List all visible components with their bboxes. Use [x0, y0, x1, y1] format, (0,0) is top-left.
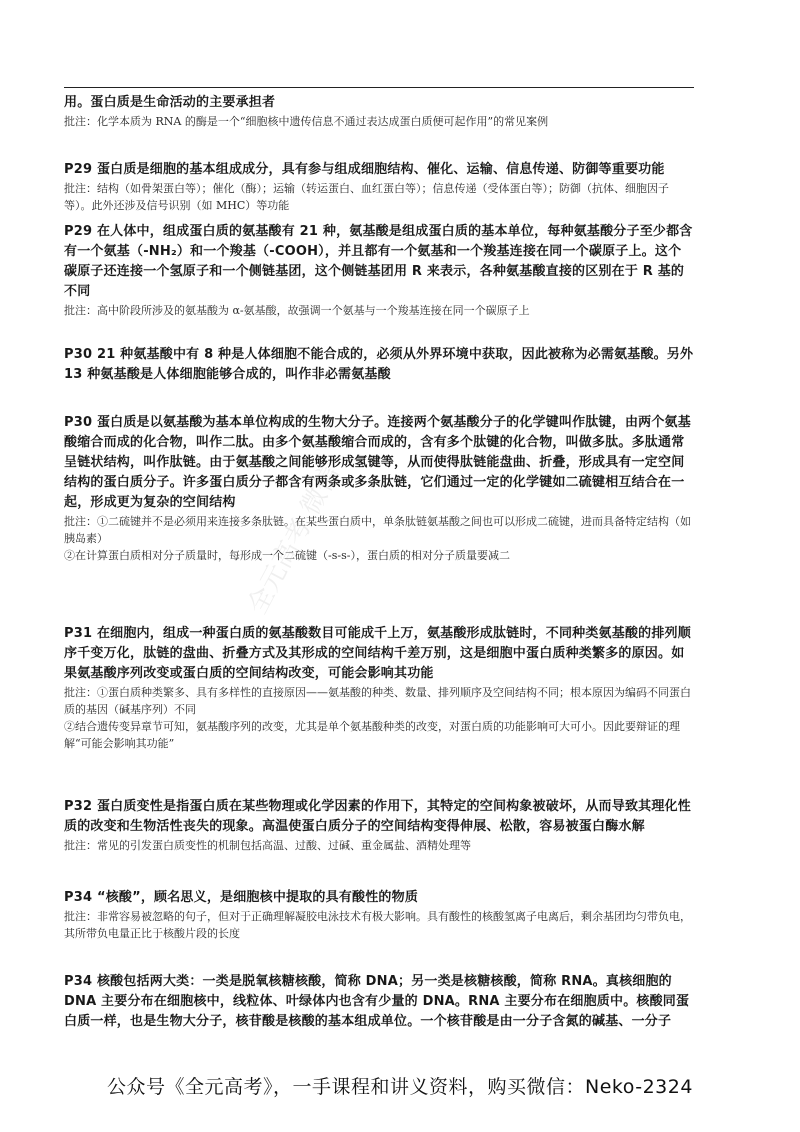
page-footer: 公众号《全元高考》，一手课程和讲义资料，购买微信：Neko-2324 — [107, 1076, 693, 1098]
block-8 — [64, 972, 694, 1032]
block-2 — [64, 222, 694, 319]
block-note: ②在计算蛋白质相对分子质量时，每形成一个二硫键（-s-s-），蛋白质的相对分子质量要减二 — [64, 549, 510, 562]
block-text: P29 蛋白质是细胞的基本组成成分，具有参与组成细胞结构、催化、运输、信息传递、防御等重要功能 — [64, 162, 665, 177]
block-1 — [64, 160, 694, 214]
block-text: P30 蛋白质是以氨基酸为基本单位构成的生物大分子。连接两个氨基酸分子的化学键叫作肽键，由两个氨基酸缩合而成的化合物，叫作二肽。由多个氨基酸缩合而成的，含有多个肽键的化合物，叫做多肽。多肽通常呈链状结构，叫作肽链。由于氨基酸之间能够形成氢键等，从而使得肽链能盘曲、折叠，形成具有一定空间结构的蛋白质分子。许多蛋白质分子都含有两条或多条肽链，它们通过一定的化学键如二硫键相互结合在一起，形成更为复杂的空间结构 — [64, 415, 691, 510]
block-note: 批注：化学本质为 RNA 的酶是一个“细胞核中遗传信息不通过表达成蛋白质便可起作用”的常见案例 — [64, 115, 549, 128]
block-4 — [64, 413, 694, 564]
block-7 — [64, 888, 694, 942]
block-3 — [64, 345, 694, 385]
block-0 — [64, 93, 694, 130]
header-rule — [64, 87, 694, 88]
watermark: 全元高考 微信 — [242, 460, 347, 620]
block-text: P29 在人体中，组成蛋白质的氨基酸有 21 种，氨基酸是组成蛋白质的基本单位，每种氨基酸分子至少都含有一个氨基（-NH₂）和一个羧基（-COOH），并且都有一个氨基和一个羧基连接在同一个碳原子上。这个碳原子还连接一个氢原子和一个侧链基团，这个侧链基团用 R 来表示，各种氨基酸直接的区别在于 R 基的不同 — [64, 224, 693, 299]
block-text: P34 核酸包括两大类：一类是脱氧核糖核酸，简称 DNA；另一类是核糖核酸，简称 RNA。真核细胞的 DNA 主要分布在细胞核中，线粒体、叶绿体内也含有少量的 DNA。RNA 主要分布在细胞质中。核酸同蛋白质一样，也是生物大分子，核苷酸是核酸的基本组成单位。一个核苷酸是由一分子含氮的碱基、一分子 — [64, 974, 690, 1029]
block-note: 批注：高中阶段所涉及的氨基酸为 α-氨基酸，故强调一个氨基与一个羧基连接在同一个碳原子上 — [64, 304, 530, 317]
block-5 — [64, 624, 694, 752]
block-text: P34 “核酸”，顾名思义，是细胞核中提取的具有酸性的物质 — [64, 890, 419, 905]
block-note: 批注：非常容易被忽略的句子，但对于正确理解凝胶电泳技术有极大影响。具有酸性的核酸氢离子电离后，剩余基团均匀带负电，其所带负电量正比于核酸片段的长度 — [64, 910, 691, 940]
block-text: P30 21 种氨基酸中有 8 种是人体细胞不能合成的，必须从外界环境中获取，因此被称为必需氨基酸。另外 13 种氨基酸是人体细胞能够合成的，叫作非必需氨基酸 — [64, 347, 694, 382]
block-note: 批注：结构（如骨架蛋白等）；催化（酶）；运输（转运蛋白、血红蛋白等）；信息传递（受体蛋白等）；防御（抗体、细胞因子等）。此外还涉及信号识别（如 MHC）等功能 — [64, 182, 669, 212]
block-note: 批注：①二硫键并不是必须用来连接多条肽链。在某些蛋白质中，单条肽链氨基酸之间也可以形成二硫键，进而具备特定结构（如胰岛素） — [64, 515, 691, 545]
block-text: P32 蛋白质变性是指蛋白质在某些物理或化学因素的作用下，其特定的空间构象被破坏，从而导致其理化性质的改变和生物活性丧失的现象。高温使蛋白质分子的空间结构变得伸展、松散，容易被蛋白酶水解 — [64, 799, 691, 834]
block-note: 批注：①蛋白质种类繁多、具有多样性的直接原因——氨基酸的种类、数量、排列顺序及空间结构不同；根本原因为编码不同蛋白质的基因（碱基序列）不同 — [64, 686, 691, 716]
block-text: 用。蛋白质是生命活动的主要承担者 — [64, 95, 276, 110]
block-note: ②结合遗传变异章节可知，氨基酸序列的改变，尤其是单个氨基酸种类的改变，对蛋白质的功能影响可大可小。因此要辩证的理解“可能会影响其功能” — [64, 720, 680, 750]
block-text: P31 在细胞内，组成一种蛋白质的氨基酸数目可能成千上万，氨基酸形成肽链时，不同种类氨基酸的排列顺序千变万化，肽链的盘曲、折叠方式及其形成的空间结构千差万别，这是细胞中蛋白质种类繁多的原因。如果氨基酸序列改变或蛋白质的空间结构改变，可能会影响其功能 — [64, 626, 691, 681]
block-6 — [64, 797, 694, 854]
block-note: 批注：常见的引发蛋白质变性的机制包括高温、过酸、过碱、重金属盐、酒精处理等 — [64, 839, 471, 852]
